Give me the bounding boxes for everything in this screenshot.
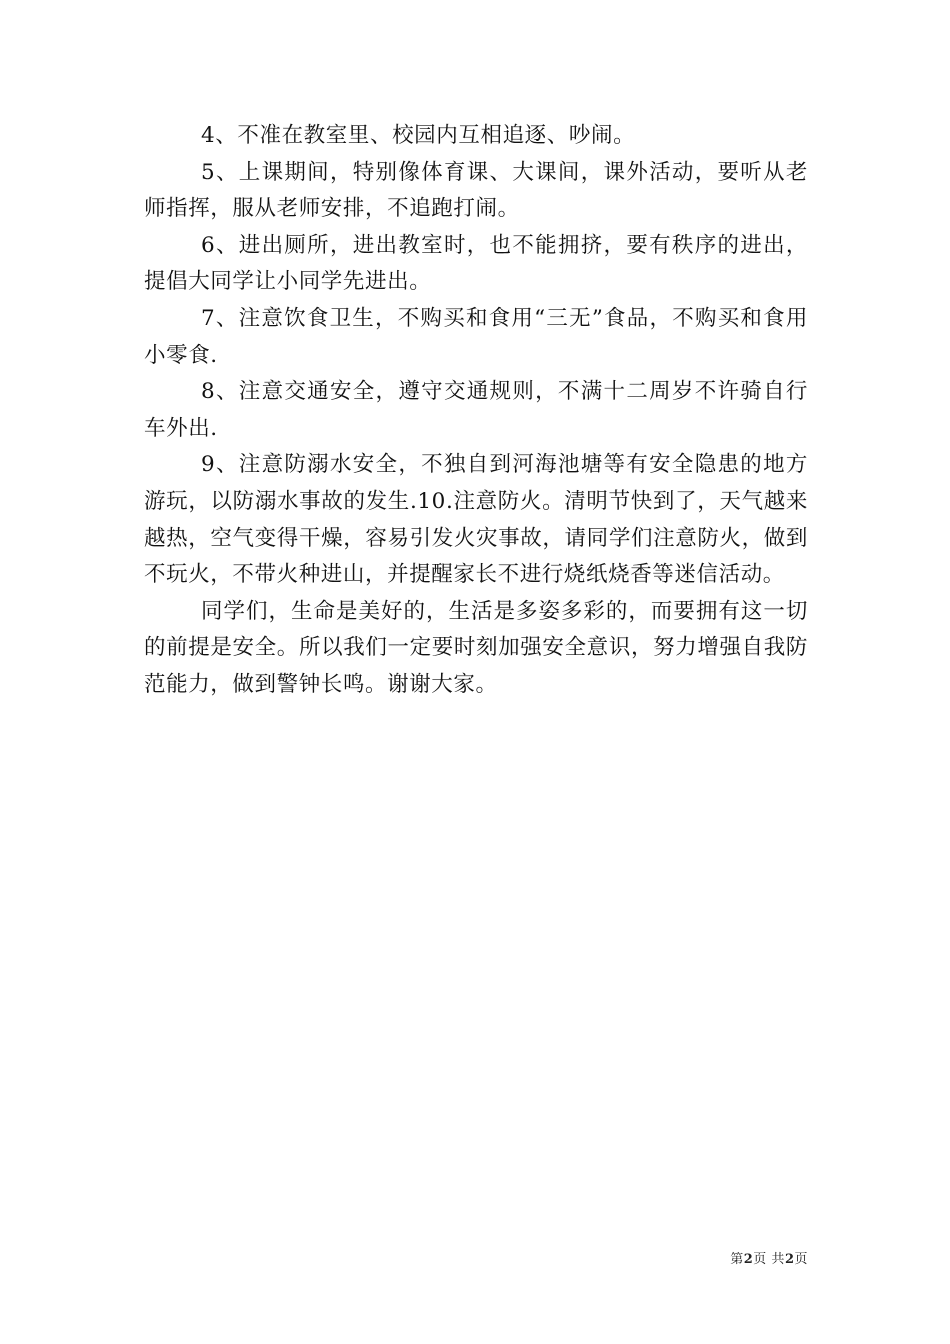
footer-total-pages: 2 (784, 1252, 795, 1267)
footer-suffix: 页 (794, 1252, 808, 1267)
paragraph-rule-7: 7、注意饮食卫生，不购买和食用“三无”食品，不购买和食用小零食. (144, 305, 808, 368)
footer-middle: 页 共 (753, 1252, 785, 1267)
paragraph-rule-5: 5、上课期间，特别像体育课、大课间，课外活动，要听从老师指挥，服从老师安排，不追跑打闹。 (144, 159, 808, 222)
footer-prefix: 第 (730, 1252, 744, 1267)
paragraph-rule-6: 6、进出厕所，进出教室时，也不能拥挤，要有秩序的进出，提倡大同学让小同学先进出。 (144, 232, 808, 295)
paragraph-closing: 同学们，生命是美好的，生活是多姿多彩的，而要拥有这一切的前提是安全。所以我们一定要时刻加强安全意识，努力增强自我防范能力，做到警钟长鸣。谢谢大家。 (144, 598, 808, 697)
page-number-footer (730, 1248, 808, 1267)
paragraph-rule-4: 4、不准在教室里、校园内互相追逐、吵闹。 (201, 123, 636, 148)
footer-current-page: 2 (743, 1252, 754, 1267)
paragraph-rule-9-10: 9、注意防溺水安全，不独自到河海池塘等有安全隐患的地方游玩，以防溺水事故的发生.10.注意防火。清明节快到了，天气越来越热，空气变得干燥，容易引发火灾事故，请同学们注意防火，做到不玩火，不带火种进山，并提醒家长不进行烧纸烧香等迷信活动。 (144, 452, 808, 588)
paragraph-rule-8: 8、注意交通安全，遵守交通规则，不满十二周岁不许骑自行车外出. (144, 379, 808, 441)
document-body (144, 118, 808, 704)
